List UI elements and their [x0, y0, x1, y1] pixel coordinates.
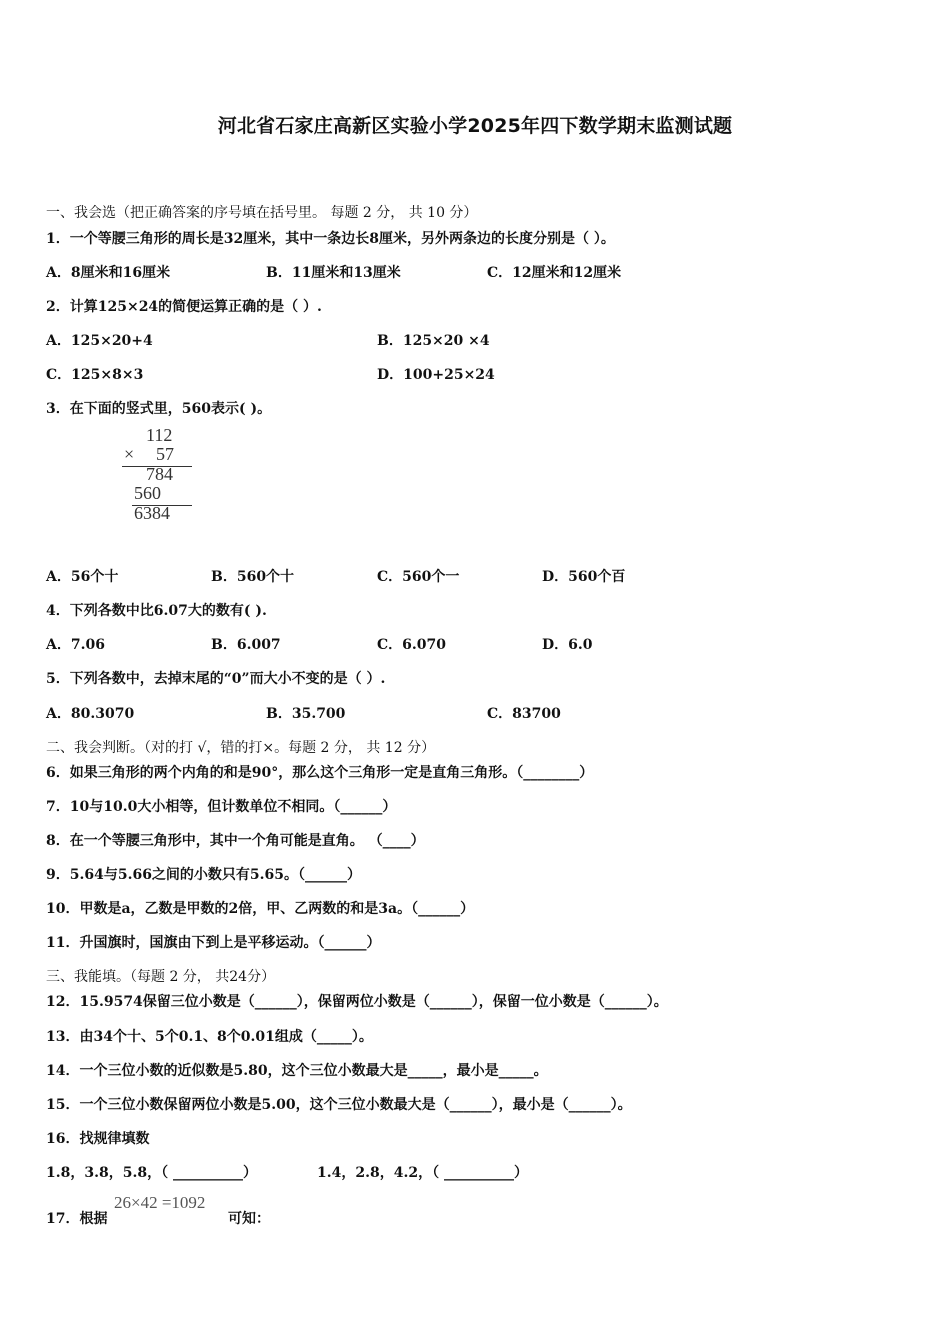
q1-option-b: B．11厘米和13厘米 — [266, 265, 401, 281]
question-17-prefix: 17．根据 — [46, 1211, 108, 1227]
q4-option-c: C．6.070 — [377, 637, 446, 653]
judge-question-11: 11．升国旗时，国旗由下到上是平移运动。（______） — [46, 935, 381, 951]
q2-option-a: A．125×20+4 — [46, 333, 153, 349]
q1-option-a: A．8厘米和16厘米 — [46, 265, 171, 281]
q16-sequence-a: 1.8，3.8，5.8，（ __________） — [46, 1165, 257, 1181]
q4-option-d: D．6.0 — [542, 637, 593, 653]
fill-question-12: 12．15.9574保留三位小数是（______），保留两位小数是（______），保留一位小数是（______）。 — [46, 994, 668, 1010]
calc-times-sign: × — [124, 444, 135, 464]
question-5-stem: 5．下列各数中，去掉末尾的“0”而大小不变的是（ ）. — [46, 671, 386, 687]
vertical-multiplication — [120, 425, 200, 525]
judge-question-10: 10．甲数是a，乙数是甲数的2倍，甲、乙两数的和是3a。（______） — [46, 901, 475, 917]
calc-multiplier: 57 — [156, 444, 174, 464]
calc-partial-1: 784 — [146, 464, 173, 484]
calc-result: 6384 — [134, 503, 170, 523]
section-heading-judge: 二、我会判断。（对的打 √，错的打×。每题 2 分， 共 12 分） — [46, 740, 436, 756]
question-1-stem: 1．一个等腰三角形的周长是32厘米，其中一条边长8厘米，另外两条边的长度分别是（ ）。 — [46, 231, 615, 247]
fill-question-13: 13．由34个十、5个0.1、8个0.01组成（_____）。 — [46, 1029, 373, 1045]
q3-option-d: D．560个百 — [542, 569, 626, 585]
q3-option-b: B．560个十 — [211, 569, 295, 585]
q2-option-d: D．100+25×24 — [377, 367, 495, 383]
judge-question-6: 6．如果三角形的两个内角的和是90°，那么这个三角形一定是直角三角形。（________） — [46, 765, 594, 781]
fill-question-14: 14．一个三位小数的近似数是5.80，这个三位小数最大是_____，最小是_____。 — [46, 1063, 548, 1079]
question-4-stem: 4．下列各数中比6.07大的数有( ). — [46, 603, 267, 619]
q2-option-c: C．125×8×3 — [46, 367, 144, 383]
q4-option-b: B．6.007 — [211, 637, 281, 653]
section-heading-fill: 三、我能填。（每题 2 分， 共24分） — [46, 969, 276, 985]
question-17-suffix: 可知： — [228, 1211, 270, 1227]
section-heading-choice: 一、我会选（把正确答案的序号填在括号里。 每题 2 分， 共 10 分） — [46, 205, 478, 221]
q3-option-a: A．56个十 — [46, 569, 119, 585]
judge-question-7: 7．10与10.0大小相等，但计数单位不相同。（______） — [46, 799, 397, 815]
q16-sequence-b: 1.4，2.8，4.2，（ __________） — [317, 1165, 528, 1181]
q2-option-b: B．125×20 ×4 — [377, 333, 490, 349]
judge-question-9: 9．5.64与5.66之间的小数只有5.65。（______） — [46, 867, 362, 883]
q5-option-a: A．80.3070 — [46, 706, 135, 722]
question-3-stem: 3．在下面的竖式里，560表示( )。 — [46, 401, 272, 417]
q4-option-a: A．7.06 — [46, 637, 105, 653]
q3-option-c: C．560个一 — [377, 569, 460, 585]
q5-option-b: B．35.700 — [266, 706, 346, 722]
calc-multiplicand: 112 — [146, 425, 173, 445]
q1-option-c: C．12厘米和12厘米 — [487, 265, 622, 281]
question-2-stem: 2．计算125×24的简便运算正确的是（ ）. — [46, 299, 322, 315]
fill-question-15: 15．一个三位小数保留两位小数是5.00，这个三位小数最大是（______），最小是（______）。 — [46, 1097, 632, 1113]
q17-formula: 26×42 =1092 — [114, 1193, 206, 1212]
judge-question-8: 8．在一个等腰三角形中，其中一个角可能是直角。 （____） — [46, 833, 425, 849]
calc-partial-2: 560 — [134, 483, 161, 503]
page-title: 河北省石家庄高新区实验小学2025年四下数学期末监测试题 — [217, 115, 733, 137]
fill-question-16: 16．找规律填数 — [46, 1131, 150, 1147]
q5-option-c: C．83700 — [487, 706, 561, 722]
